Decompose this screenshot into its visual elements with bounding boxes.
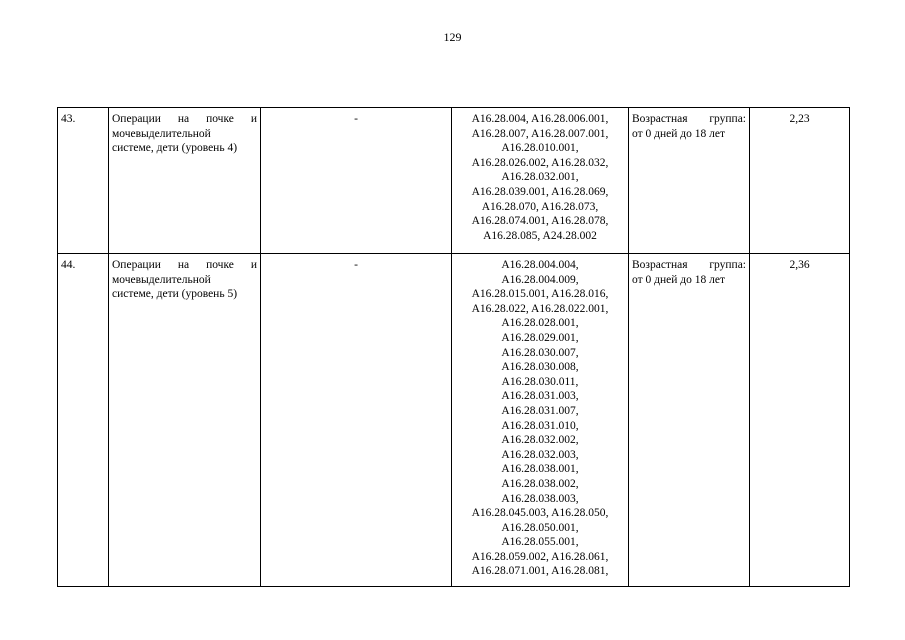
operation-name-line: системе, дети (уровень 4) [112,142,238,155]
service-code-line: A16.28.070, A16.28.073, [481,200,599,213]
service-code-line: A16.28.007, A16.28.007.001, [471,127,609,140]
tariff-table [57,107,850,587]
operation-name-line: Операции на почке и [112,113,257,125]
operation-name-line: мочевыделительной [112,127,211,140]
service-code-line: A16.28.030.007, [501,346,579,359]
service-code-line: A16.28.038.003, [501,492,579,505]
coefficient-cell: 2,23 [750,108,850,254]
service-code-line: A16.28.030.008, [501,361,579,374]
age-group-line: от 0 дней до 18 лет [632,273,725,286]
service-code-line: A16.28.085, A24.28.002 [483,229,597,242]
service-code-line: A16.28.074.001, A16.28.078, [471,215,609,228]
table-row [58,108,850,254]
service-code-line: A16.28.028.001, [501,317,579,330]
service-code-line: A16.28.010.001, [501,142,579,155]
service-code-line: A16.28.071.001, A16.28.081, [471,565,609,578]
service-code-line: A16.28.038.002, [501,477,579,490]
age-group-cell [629,108,750,254]
age-group-line: Возрастная группа: [632,113,746,125]
row-number: 44. [58,254,109,587]
diagnosis-code-cell: - [261,108,452,254]
service-code-line: A16.28.030.011, [501,375,579,388]
service-code-line: A16.28.029.001, [501,331,579,344]
row-number: 43. [58,108,109,254]
diagnosis-code-cell: - [261,254,452,587]
table-row [58,254,850,587]
service-code-line: A16.28.004, A16.28.006.001, [471,113,609,125]
operation-name-line: Операции на почке и [112,259,257,271]
service-code-line: A16.28.032.001, [501,171,579,184]
service-code-line: A16.28.031.007, [501,404,579,417]
service-code-line: A16.28.022, A16.28.022.001, [471,302,609,315]
service-code-line: A16.28.045.003, A16.28.050, [471,507,609,520]
service-code-line: A16.28.050.001, [501,521,579,534]
age-group-line: от 0 дней до 18 лет [632,127,725,140]
service-code-line: A16.28.004.009, [501,273,579,286]
service-code-line: A16.28.039.001, A16.28.069, [471,185,609,198]
service-code-line: A16.28.059.002, A16.28.061, [471,550,609,563]
service-code-line: A16.28.031.003, [501,390,579,403]
age-group-cell [629,254,750,587]
operation-name-line: системе, дети (уровень 5) [112,288,238,301]
operation-name-line: мочевыделительной [112,273,211,286]
service-code-line: A16.28.004.004, [501,259,579,271]
service-code-line: A16.28.038.001, [501,463,579,476]
service-codes-cell [452,254,629,587]
service-code-line: A16.28.015.001, A16.28.016, [471,288,609,301]
page-number: 129 [443,30,462,44]
operation-name [109,108,261,254]
service-code-line: A16.28.032.003, [501,448,579,461]
coefficient-cell: 2,36 [750,254,850,587]
service-code-line: A16.28.032.002, [501,434,579,447]
operation-name [109,254,261,587]
service-code-line: A16.28.026.002, A16.28.032, [471,156,609,169]
service-code-line: A16.28.055.001, [501,536,579,549]
service-codes-cell [452,108,629,254]
age-group-line: Возрастная группа: [632,259,746,271]
service-code-line: A16.28.031.010, [501,419,579,432]
